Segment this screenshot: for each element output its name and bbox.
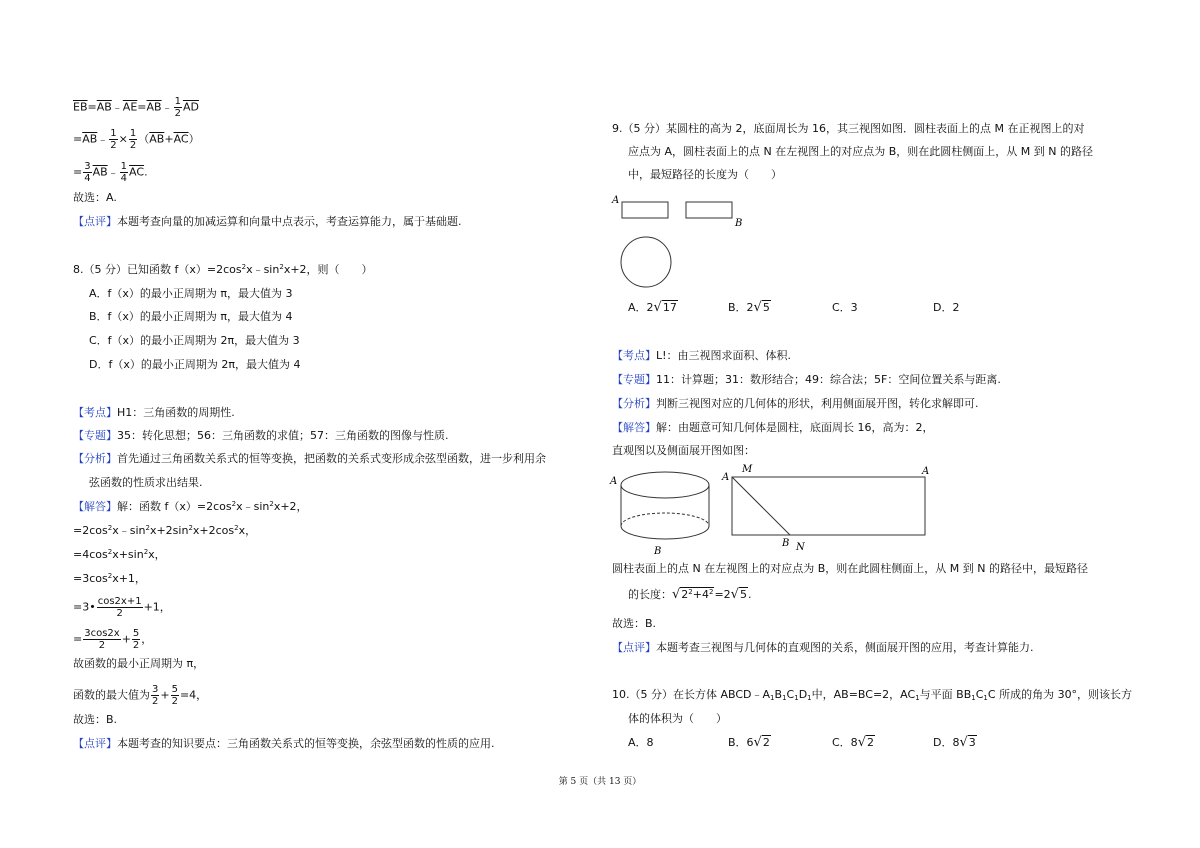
superscript: 2 bbox=[145, 524, 150, 532]
q9-zhuanti bbox=[612, 372, 1001, 387]
vector-ac: $\overline{AC}$ bbox=[129, 165, 145, 179]
comment-tag: 【点评】 bbox=[73, 737, 117, 750]
q10-stem-1 bbox=[612, 687, 1132, 702]
q9-figure-caption: 直观图以及侧面展开图如图： bbox=[612, 444, 755, 457]
page-footer: 第 5 页（共 13 页） bbox=[558, 777, 642, 787]
radical-sign: √ bbox=[672, 587, 681, 602]
radicand: 2 bbox=[866, 736, 874, 749]
radicand: 3 bbox=[968, 736, 976, 749]
q8-stem bbox=[73, 262, 373, 277]
q8-step-3 bbox=[73, 571, 146, 586]
fraction bbox=[120, 161, 128, 184]
q9-option-c: C．3 bbox=[832, 301, 858, 314]
q9-option-d: D．2 bbox=[933, 301, 960, 314]
numerator: 3 bbox=[84, 161, 91, 172]
option-text: A．2 bbox=[628, 301, 654, 314]
q7-comment bbox=[73, 214, 462, 229]
radicand: 5 bbox=[762, 301, 770, 314]
fraction bbox=[109, 128, 117, 151]
superscript: 2 bbox=[107, 572, 113, 580]
subscript: 1 bbox=[794, 694, 799, 702]
step-part: = bbox=[73, 632, 83, 646]
vector-line-2 bbox=[73, 128, 200, 151]
stem-part: C bbox=[786, 688, 795, 701]
superscript: 2 bbox=[688, 588, 693, 596]
subscript: 1 bbox=[807, 694, 812, 702]
superscript: 2 bbox=[241, 263, 247, 271]
denominator: 2 bbox=[110, 140, 117, 151]
step-part: x， bbox=[148, 548, 166, 561]
superscript: 2 bbox=[188, 524, 193, 532]
jieda-tag: 【解答】 bbox=[73, 500, 117, 513]
step-part: x+sin bbox=[112, 548, 144, 561]
q8-zhuanti bbox=[73, 428, 449, 443]
zhuanti-text: 11：计算题；31：数形结合；49：综合法；5F：空间位置关系与距离. bbox=[656, 373, 1001, 386]
jieda-tag: 【解答】 bbox=[612, 421, 656, 434]
vector-ab: $\overline{AB}$ bbox=[146, 100, 162, 114]
radicand bbox=[680, 587, 714, 601]
radical-sign: √ bbox=[753, 300, 762, 315]
q8-step-5 bbox=[73, 628, 152, 651]
radical-sign: √ bbox=[959, 735, 968, 750]
minus: ﹣ bbox=[111, 100, 123, 114]
denominator: 4 bbox=[84, 173, 91, 184]
option-text: B．6 bbox=[728, 736, 754, 749]
vector-eb: $\overline{EB}$ bbox=[73, 100, 88, 114]
equals: = bbox=[137, 100, 147, 114]
q8-kaodian bbox=[73, 405, 235, 420]
step-part: =3cos bbox=[73, 572, 108, 585]
comment-text: 本题考查的知识要点：三角函数关系式的恒等变换，余弦型函数的性质的应用. bbox=[117, 737, 495, 750]
fraction bbox=[83, 628, 120, 651]
numerator: 1 bbox=[174, 96, 181, 107]
step-part: 函数的最大值为 bbox=[73, 688, 150, 702]
vector-ac: $\overline{AC}$ bbox=[173, 132, 189, 146]
vector-ab: $\overline{AB}$ bbox=[96, 100, 112, 114]
three-view-figure bbox=[610, 192, 750, 292]
stem-part: D bbox=[798, 688, 808, 701]
q8-step-4 bbox=[73, 596, 171, 619]
numerator: 3 bbox=[152, 684, 159, 695]
q8-jieda bbox=[73, 499, 308, 514]
fraction bbox=[171, 684, 179, 707]
denominator: 2 bbox=[171, 696, 178, 707]
net-label-a-left: A bbox=[722, 472, 730, 483]
paren-open: （ bbox=[138, 132, 150, 146]
numerator: 5 bbox=[132, 628, 140, 639]
net-label-b: B bbox=[782, 538, 790, 549]
jieda-text: 解：由题意可知几何体是圆柱，底面周长 16，高为：2， bbox=[656, 421, 934, 434]
stem-part: B bbox=[774, 688, 783, 701]
fraction bbox=[129, 128, 137, 151]
superscript: 2 bbox=[143, 548, 149, 556]
text-part: 的长度： bbox=[628, 588, 672, 601]
vector-ab: $\overline{AB}$ bbox=[82, 132, 98, 146]
q8-step-1 bbox=[73, 523, 256, 538]
numerator: 1 bbox=[120, 161, 128, 172]
q8-period: 故函数的最小正周期为 π， bbox=[73, 657, 205, 670]
q9-comment bbox=[612, 640, 1034, 655]
step-part: =4， bbox=[179, 688, 208, 702]
step-part: x， bbox=[238, 524, 257, 537]
step-part: + bbox=[121, 632, 131, 646]
q10-option-b bbox=[728, 735, 771, 750]
kaodian-text: L!：由三视图求面积、体积. bbox=[656, 349, 792, 362]
fenxi-tag: 【分析】 bbox=[612, 397, 656, 410]
jieda-text: 解：函数 f（x）=2cos bbox=[117, 500, 232, 513]
kaodian-tag: 【考点】 bbox=[612, 349, 656, 362]
q9-choice: 故选：B. bbox=[612, 617, 657, 630]
minus: ﹣ bbox=[161, 100, 173, 114]
numerator: cos2x+1 bbox=[97, 596, 142, 607]
subscript: 1 bbox=[971, 694, 976, 702]
q8-comment bbox=[73, 736, 495, 751]
denominator: 2 bbox=[174, 108, 181, 119]
q8-option-d: D．f（x）的最小正周期为 2π，最大值为 4 bbox=[89, 358, 301, 371]
fraction bbox=[132, 628, 140, 651]
step-part: =4cos bbox=[73, 548, 108, 561]
numerator: 3cos2x bbox=[84, 628, 120, 639]
base: 2 bbox=[681, 588, 689, 601]
subscript: 1 bbox=[983, 694, 988, 702]
denominator: 2 bbox=[129, 140, 137, 151]
q9-stem-1: 9.（5 分）某圆柱的高为 2，底面周长为 16，其三视图如图．圆柱表面上的点 M 在正视图上的对 bbox=[612, 122, 1085, 135]
front-view-rect bbox=[622, 202, 668, 218]
denominator: 2 bbox=[98, 640, 106, 651]
paren-close: ） bbox=[188, 132, 200, 146]
base: +4 bbox=[692, 588, 709, 601]
step-part: x+2sin bbox=[149, 524, 189, 537]
vector-line-3 bbox=[73, 161, 148, 184]
denominator: 2 bbox=[116, 608, 123, 619]
q9-option-a bbox=[628, 300, 678, 315]
kaodian-text: H1：三角函数的周期性. bbox=[117, 406, 235, 419]
label-a: A bbox=[612, 195, 620, 206]
equals: = bbox=[87, 100, 97, 114]
numerator: 1 bbox=[110, 128, 117, 139]
jieda-text: x﹣sin bbox=[236, 500, 270, 513]
q9-stem-2: 应点为 A，圆柱表面上的点 N 在左视图上的对应点为 B，则在此圆柱侧面上，从 M 到 N 的路径 bbox=[628, 145, 1093, 158]
denominator: 4 bbox=[120, 173, 128, 184]
comment-text: 本题考查向量的加减运算和向量中点表示，考查运算能力，属于基础题. bbox=[117, 215, 462, 228]
zhuanti-tag: 【专题】 bbox=[73, 429, 117, 442]
times: × bbox=[118, 132, 128, 146]
q8-option-b: B．f（x）的最小正周期为 π，最大值为 4 bbox=[89, 310, 293, 323]
subscript: 1 bbox=[782, 694, 787, 702]
comment-tag: 【点评】 bbox=[612, 641, 656, 654]
radical-sign: √ bbox=[653, 300, 662, 315]
superscript: 2 bbox=[107, 524, 113, 532]
fraction bbox=[151, 684, 159, 707]
option-text: B．2 bbox=[728, 301, 754, 314]
fraction bbox=[83, 161, 91, 184]
stem-part: 中，AB=BC=2，AC bbox=[811, 688, 916, 701]
step-part: =2cos bbox=[73, 524, 108, 537]
step-part: x+2cos bbox=[192, 524, 235, 537]
superscript: 2 bbox=[279, 263, 284, 271]
vector-ab: $\overline{AB}$ bbox=[149, 132, 165, 146]
superscript: 2 bbox=[107, 548, 113, 556]
radicand: 17 bbox=[662, 301, 677, 314]
q8-choice: 故选：B. bbox=[73, 713, 118, 726]
fenxi-text: 判断三视图对应的几何体的形状，利用侧面展开图，转化求解即可. bbox=[656, 397, 979, 410]
fenxi-text: 首先通过三角函数关系式的恒等变换，把函数的关系式变形成余弦型函数，进一步利用余 bbox=[117, 452, 546, 465]
shortest-path-line bbox=[732, 477, 790, 535]
vector-line-1 bbox=[73, 96, 199, 119]
q8-step-2 bbox=[73, 547, 166, 562]
side-view-rect bbox=[686, 202, 732, 218]
radical-sign: √ bbox=[753, 735, 762, 750]
jieda-text: x+2， bbox=[273, 500, 308, 513]
period: . bbox=[144, 165, 148, 179]
cylinder-top-ellipse bbox=[621, 472, 709, 498]
fraction bbox=[174, 96, 182, 119]
q10-stem-2: 体的体积为（ ） bbox=[628, 712, 727, 725]
plus: + bbox=[160, 688, 170, 702]
q7-choice: 故选：A. bbox=[73, 191, 117, 204]
stem-part: C 所成的角为 30°，则该长方 bbox=[987, 688, 1133, 701]
q9-kaodian bbox=[612, 348, 791, 363]
q8-stem-part: x﹣sin bbox=[246, 263, 280, 276]
minus: ﹣ bbox=[97, 132, 109, 146]
denominator: 2 bbox=[132, 640, 140, 651]
cylinder-net-figure bbox=[608, 460, 938, 560]
q9-stem-3: 中，最短路径的长度为（ ） bbox=[628, 168, 782, 181]
comment-text: 本题考查三视图与几何体的直观图的关系，侧面展开图的应用，考查计算能力. bbox=[656, 641, 1034, 654]
superscript: 2 bbox=[708, 588, 714, 596]
label-b: B bbox=[735, 218, 743, 229]
zhuanti-text: 35：转化思想；56：三角函数的求值；57：三角函数的图像与性质. bbox=[117, 429, 449, 442]
q8-fenxi-cont: 弦函数的性质求出结果. bbox=[89, 476, 203, 489]
q10-option-c bbox=[832, 735, 875, 750]
radical-sign: √ bbox=[857, 735, 866, 750]
superscript: 2 bbox=[269, 500, 274, 508]
q9-fenxi bbox=[612, 396, 979, 411]
numerator: 5 bbox=[171, 684, 178, 695]
q9-jieda bbox=[612, 420, 934, 435]
q9-after-1: 圆柱表面上的点 N 在左视图上的对应点为 B，则在此圆柱侧面上，从 M 到 N 的路径中，最短路径 bbox=[612, 562, 1088, 575]
text-part: =2 bbox=[714, 588, 731, 601]
stem-part: C bbox=[975, 688, 984, 701]
cylinder-bottom-front bbox=[621, 526, 709, 539]
q9-option-b bbox=[728, 300, 771, 315]
step-part: =3• bbox=[73, 600, 96, 614]
step-part: ， bbox=[141, 632, 153, 646]
net-label-a-right: A bbox=[922, 466, 930, 477]
superscript: 2 bbox=[231, 500, 237, 508]
q8-fenxi bbox=[73, 451, 546, 466]
fenxi-tag: 【分析】 bbox=[73, 452, 117, 465]
cyl-label-b: B bbox=[654, 546, 662, 557]
radicand: 2 bbox=[762, 736, 770, 749]
stem-part: 10.（5 分）在长方体 ABCD﹣A bbox=[612, 688, 771, 701]
net-label-m: M bbox=[742, 464, 753, 475]
radicand: 5 bbox=[739, 588, 747, 601]
fraction bbox=[97, 596, 143, 619]
q8-stem-part: 8.（5 分）已知函数 f（x）=2cos bbox=[73, 263, 242, 276]
q10-option-d bbox=[933, 735, 977, 750]
numerator: 1 bbox=[129, 128, 137, 139]
equals: = bbox=[73, 165, 83, 179]
zhuanti-tag: 【专题】 bbox=[612, 373, 656, 386]
q8-option-a: A．f（x）的最小正周期为 π，最大值为 3 bbox=[89, 287, 293, 300]
kaodian-tag: 【考点】 bbox=[73, 406, 117, 419]
superscript: 2 bbox=[234, 524, 239, 532]
denominator: 2 bbox=[152, 696, 159, 707]
q9-after-2 bbox=[628, 587, 751, 602]
net-label-n: N bbox=[796, 542, 805, 553]
vector-ae: $\overline{AE}$ bbox=[122, 100, 138, 114]
vector-ab: $\overline{AB}$ bbox=[92, 165, 108, 179]
step-part: +1， bbox=[143, 600, 171, 614]
q8-max bbox=[73, 684, 207, 707]
q10-option-a: A．8 bbox=[628, 736, 654, 749]
top-view-circle bbox=[621, 237, 671, 287]
subscript: 1 bbox=[915, 694, 920, 702]
stem-part: 与平面 BB bbox=[919, 688, 972, 701]
comment-tag: 【点评】 bbox=[73, 215, 117, 228]
radical-sign: √ bbox=[730, 587, 739, 602]
option-text: C．8 bbox=[832, 736, 858, 749]
vector-ad: $\overline{AD}$ bbox=[182, 100, 199, 114]
step-part: x﹣sin bbox=[112, 524, 146, 537]
minus: ﹣ bbox=[107, 165, 119, 179]
equals: = bbox=[73, 132, 83, 146]
q8-option-c: C．f（x）的最小正周期为 2π，最大值为 3 bbox=[89, 334, 300, 347]
step-part: x+1， bbox=[112, 572, 146, 585]
q8-stem-part: x+2，则（ ） bbox=[283, 263, 373, 276]
plus: + bbox=[164, 132, 174, 146]
cyl-label-a: A bbox=[610, 476, 618, 487]
option-text: D．8 bbox=[933, 736, 960, 749]
text-part: . bbox=[747, 588, 752, 601]
subscript: 1 bbox=[770, 694, 775, 702]
cylinder-bottom-back bbox=[621, 513, 709, 526]
